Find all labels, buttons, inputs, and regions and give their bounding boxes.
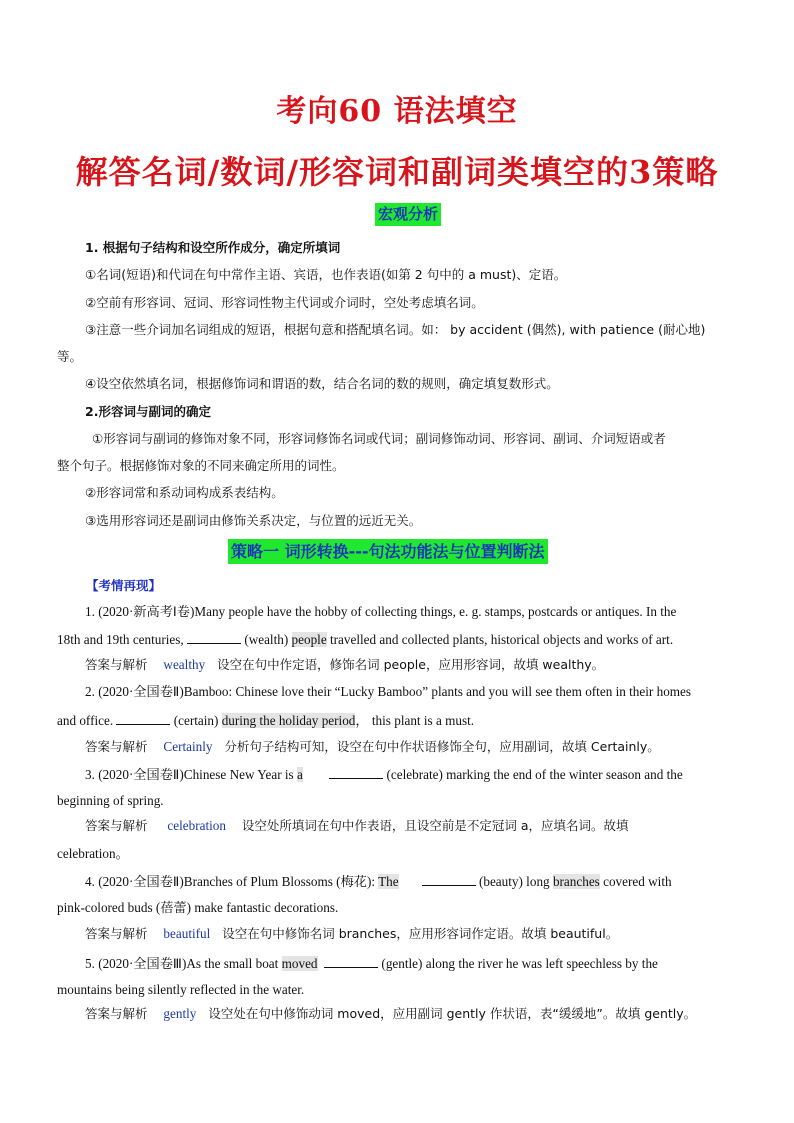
analysis-point-5: ①形容词与副词的修饰对象不同，形容词修饰名词或代词；副词修饰动词、形容词、副词、介词短语或者 — [92, 431, 666, 446]
question-2-text: and office. — [57, 713, 117, 728]
question-1-text: travelled and collected plants, historical objects and works of art. — [326, 632, 674, 647]
answer-word: wealthy — [163, 657, 206, 672]
analysis-heading-1: 1. 根据句子结构和设空所作成分，确定所填词 — [85, 240, 341, 255]
answer-blank — [187, 631, 241, 644]
question-5-line-a — [85, 955, 765, 972]
question-2-hint: (certain) — [170, 713, 222, 728]
answer-word: celebration — [167, 818, 226, 833]
analysis-point-3: ③注意一些介词加名词组成的短语，根据句意和搭配填名词。如： by accident (偶然), with patience (耐心地) — [85, 322, 706, 337]
page-subtitle: 解答名词/数词/形容词和副词类填空的3策略 — [75, 153, 719, 191]
answer-label: 答案与解析 — [85, 739, 148, 754]
answer-4 — [85, 926, 765, 942]
question-4-line-a — [85, 873, 765, 890]
answer-1 — [85, 657, 765, 673]
question-2-text: ， this plant is a must. — [355, 713, 475, 728]
analysis-point-4: ④设空依然填名词，根据修饰词和谓语的数，结合名词的数的规则，确定填复数形式。 — [85, 376, 559, 391]
answer-word: Certainly — [163, 739, 213, 754]
answer-explanation: 设空处所填词在句中作表语，且设空前是不定冠词 a，应填名词。故填 — [241, 818, 629, 833]
answer-blank — [324, 955, 378, 968]
question-3-keyword: a — [296, 767, 303, 782]
answer-word: beautiful — [163, 926, 211, 941]
answer-2 — [85, 739, 765, 755]
question-3-line-a — [85, 766, 765, 783]
answer-3 — [85, 818, 765, 834]
answer-5 — [85, 1006, 765, 1022]
section-label-strategy-1: 策略一 词形转换---句法功能法与位置判断法 — [228, 539, 548, 564]
question-2-keyword: during the holiday period — [221, 713, 356, 728]
question-1-line-a: 1. (2020·新高考Ⅰ卷)Many people have the hobby of collecting things, e. g. stamps, postcards or antiques. In the — [85, 604, 677, 619]
question-4-keyword: branches — [552, 874, 600, 889]
exam-tag: 【考情再现】 — [86, 578, 162, 593]
analysis-point-1: ①名词(短语)和代词在句中常作主语、宾语，也作表语(如第 2 句中的 a must)、定语。 — [85, 267, 567, 282]
section-label-macro-analysis: 宏观分析 — [375, 203, 441, 226]
answer-explanation: 分析句子结构可知，设空在句中作状语修饰全句，应用副词，故填 Certainly。 — [224, 739, 660, 754]
answer-word: gently — [163, 1006, 197, 1021]
analysis-point-7: ③选用形容词还是副词由修饰关系决定，与位置的远近无关。 — [85, 513, 422, 528]
answer-label: 答案与解析 — [85, 657, 148, 672]
analysis-heading-2: 2.形容词与副词的确定 — [85, 404, 211, 419]
question-2-line-b — [57, 712, 737, 729]
answer-explanation: 设空在句中修饰名词 branches，应用形容词作定语。故填 beautiful。 — [222, 926, 619, 941]
answer-blank — [422, 873, 476, 886]
answer-explanation: 设空处在句中修饰动词 moved，应用副词 gently 作状语，表“缓缓地”。故填 gently。 — [208, 1006, 697, 1021]
question-5-keyword: moved — [281, 956, 318, 971]
analysis-point-2: ②空前有形容词、冠词、形容词性物主代词或介词时，空处考虑填名词。 — [85, 295, 484, 310]
analysis-point-3-cont: 等。 — [57, 349, 83, 364]
answer-label: 答案与解析 — [85, 818, 148, 833]
analysis-point-5-cont: 整个句子。根据修饰对象的不同来确定所用的词性。 — [57, 458, 345, 473]
answer-label: 答案与解析 — [85, 926, 148, 941]
question-5-hint: (gentle) along the river he was left speechless by the — [378, 956, 658, 971]
question-4-hint: (beauty) long — [475, 874, 553, 889]
answer-label: 答案与解析 — [85, 1006, 148, 1021]
answer-3-cont: celebration。 — [57, 846, 129, 861]
question-5-line-b: mountains being silently reflected in the water. — [57, 982, 305, 997]
answer-explanation: 设空在句中作定语，修饰名词 people，应用形容词，故填 wealthy。 — [217, 657, 605, 672]
question-1-text: 18th and 19th centuries, — [57, 632, 188, 647]
question-4-text: 4. (2020·全国卷Ⅱ)Branches of Plum Blossoms (梅花): — [85, 874, 379, 889]
question-4-line-b: pink-colored buds (蓓蕾) make fantastic decorations. — [57, 900, 339, 915]
question-3-text: 3. (2020·全国卷Ⅱ)Chinese New Year is — [85, 767, 297, 782]
question-5-text: 5. (2020·全国卷Ⅲ)As the small boat — [85, 956, 282, 971]
question-1-hint: (wealth) — [241, 632, 292, 647]
question-1-line-b — [57, 631, 737, 648]
question-2-line-a: 2. (2020·全国卷Ⅱ)Bamboo: Chinese love their “Lucky Bamboo” plants and you will see them often in their homes — [85, 684, 692, 699]
question-1-keyword: people — [291, 632, 327, 647]
answer-blank — [329, 766, 383, 779]
question-4-text: covered with — [599, 874, 672, 889]
question-3-hint: (celebrate) marking the end of the winter season and the — [383, 767, 683, 782]
page-title: 考向60 语法填空 — [276, 94, 518, 129]
question-4-keyword: The — [378, 874, 399, 889]
question-3-line-b: beginning of spring. — [57, 793, 164, 808]
analysis-point-6: ②形容词常和系动词构成系表结构。 — [85, 485, 284, 500]
answer-blank — [116, 712, 170, 725]
